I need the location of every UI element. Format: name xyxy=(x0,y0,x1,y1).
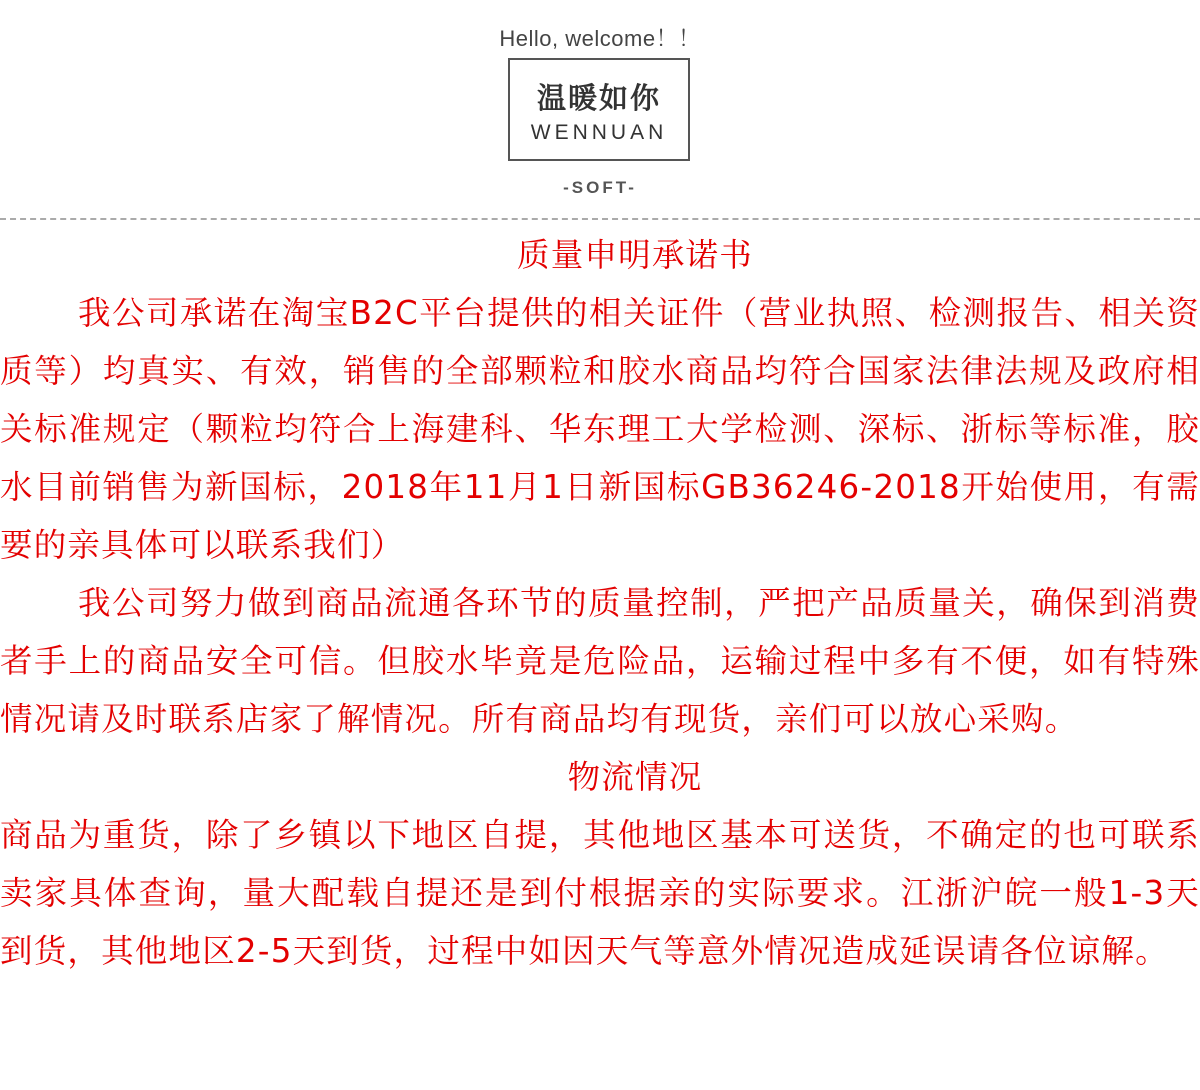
dashed-divider xyxy=(0,218,1200,220)
logo-english-name: WENNUAN xyxy=(530,121,668,144)
welcome-greeting: Hello, welcome！！ xyxy=(499,26,701,51)
logistics-title: 物流情况 xyxy=(567,758,703,796)
brand-tagline: -SOFT- xyxy=(563,178,637,197)
logistics-paragraph: 商品为重货，除了乡镇以下地区自提，其他地区基本可送货，不确定的也可联系卖家具体查询，量大配载自提还是到付根据亲的实际要求。江浙沪皖一般1-3天到货，其他地区2-5天到货，过程中如因天气等意外情况造成延误请各位谅解。 xyxy=(0,816,1200,970)
brand-logo xyxy=(508,58,690,161)
statement-content xyxy=(0,226,1200,980)
logo-chinese-name: 温暖如你 xyxy=(536,81,661,115)
quality-paragraph-1: 我公司承诺在淘宝B2C平台提供的相关证件（营业执照、检测报告、相关资质等）均真实、有效，销售的全部颗粒和胶水商品均符合国家法律法规及政府相关标准规定（颗粒均符合上海建科、华东理工大学检测、深标、浙标等标准，胶水目前销售为新国标，2018年11月1日新国标GB36246-2018开始使用，有需要的亲具体可以联系我们） xyxy=(0,294,1200,564)
page-header xyxy=(0,0,1200,222)
quality-paragraph-2: 我公司努力做到商品流通各环节的质量控制，严把产品质量关，确保到消费者手上的商品安全可信。但胶水毕竟是危险品，运输过程中多有不便，如有特殊情况请及时联系店家了解情况。所有商品均有现货，亲们可以放心采购。 xyxy=(0,584,1200,738)
quality-statement-title: 质量申明承诺书 xyxy=(517,236,753,274)
